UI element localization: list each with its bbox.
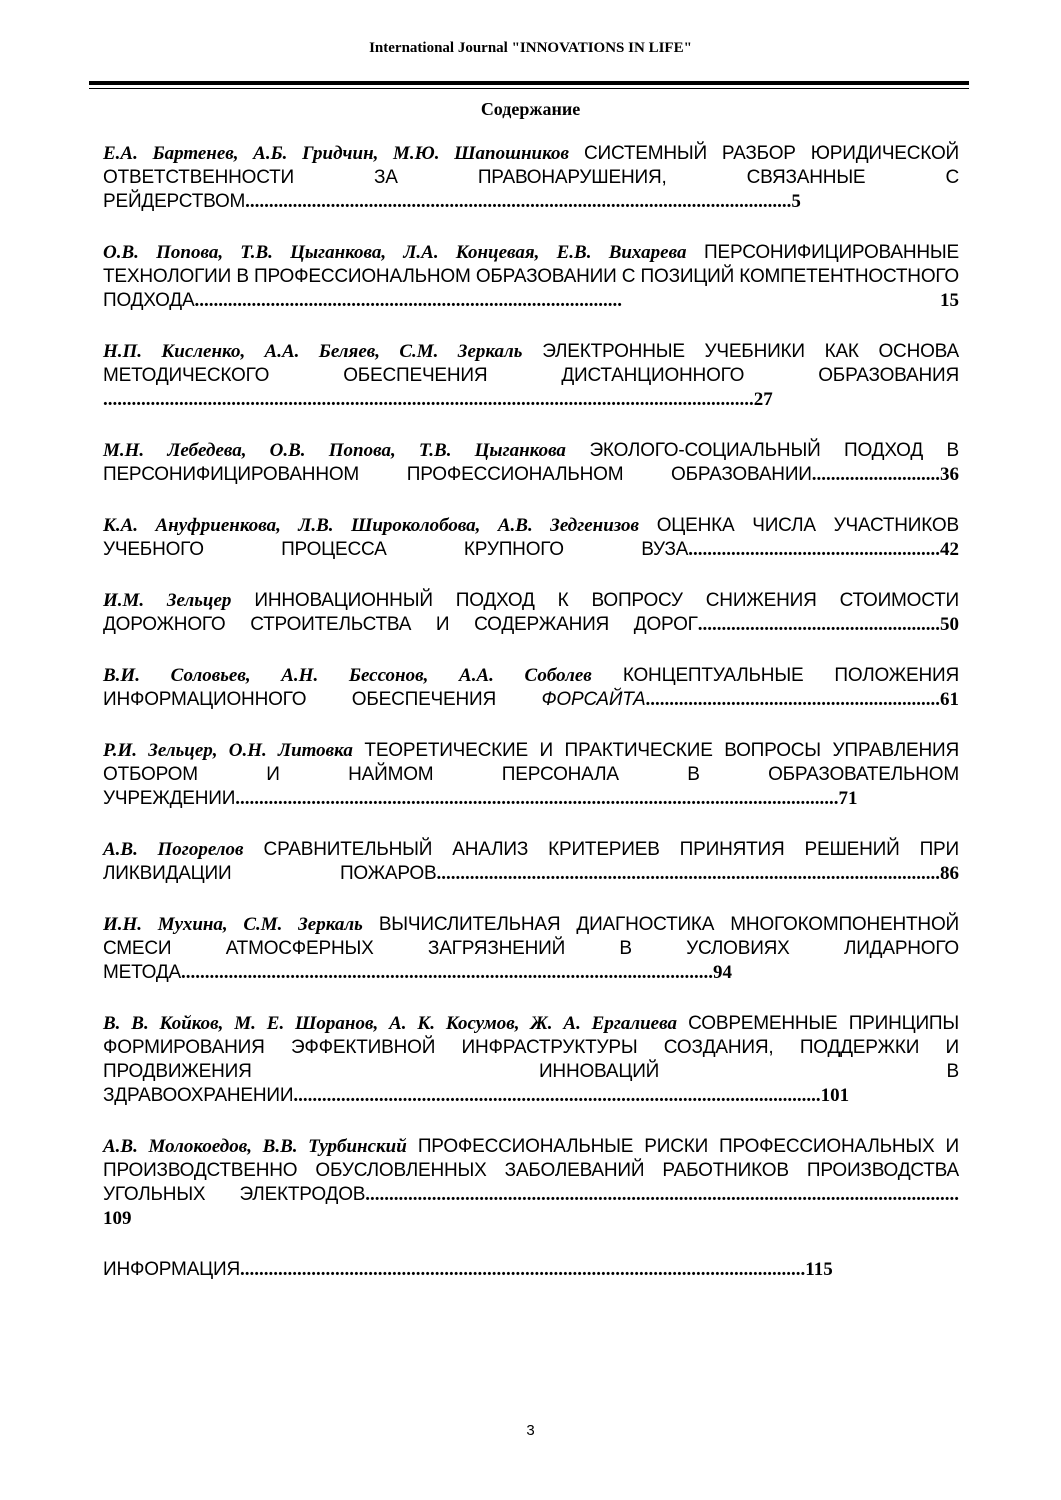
toc-entry xyxy=(103,913,959,985)
entry-title: ПРОФЕССИОНАЛЬНЫЕ РИСКИ ПРОФЕССИОНАЛЬНЫХ И ПРОИЗВОДСТВЕННО ОБУСЛОВЛЕННЫХ ЗАБОЛЕВАНИЙ РАБОТНИКОВ ПРОИЗВОДСТВА УГОЛЬНЫХ ЭЛЕКТРОДОВ xyxy=(103,1136,959,1205)
entry-authors: А.В. Погорелов xyxy=(103,839,244,860)
entry-authors: В. В. Койков, М. Е. Шоранов, А. К. Косумов, Ж. А. Ергалиева xyxy=(103,1013,677,1034)
entry-leader-dots: ....................................................................................................................... xyxy=(240,1259,806,1280)
toc-entry xyxy=(103,664,959,712)
entry-title: ПЕРСОНИФИЦИРОВАННЫЕ ТЕХНОЛОГИИ В ПРОФЕССИОНАЛЬНОМ ОБРАЗОВАНИИ С ПОЗИЦИЙ КОМПЕТЕНТНОСТНОГО ПОДХОДА xyxy=(103,242,959,311)
toc-entry xyxy=(103,1258,959,1282)
entry-title: ВЫЧИСЛИТЕЛЬНАЯ ДИАГНОСТИКА МНОГОКОМПОНЕНТНОЙ СМЕСИ АТМОСФЕРНЫХ ЗАГРЯЗНЕНИЙ В УСЛОВИЯХ ЛИДАРНОГО МЕТОДА xyxy=(103,914,959,983)
toc-entry xyxy=(103,739,959,811)
toc-entry xyxy=(103,439,959,487)
toc-entry xyxy=(103,340,959,412)
header-rule-thick xyxy=(89,81,969,85)
toc-entry xyxy=(103,514,959,562)
entry-page: 109 xyxy=(103,1208,132,1229)
entry-leader-dots: ..................................................... xyxy=(688,539,940,560)
entry-leader-dots: ......................................................................................................................................... xyxy=(103,389,754,410)
entry-page: 27 xyxy=(753,389,773,410)
entry-title-emphasis: ФОРСАЙТА xyxy=(541,689,646,710)
entry-title: СРАВНИТЕЛЬНЫЙ АНАЛИЗ КРИТЕРИЕВ ПРИНЯТИЯ РЕШЕНИЙ ПРИ ЛИКВИДАЦИИ ПОЖАРОВ xyxy=(103,839,959,884)
entry-title: ОЦЕНКА ЧИСЛА УЧАСТНИКОВ УЧЕБНОГО ПРОЦЕССА КРУПНОГО ВУЗА xyxy=(103,515,959,560)
entry-title: ЭЛЕКТРОННЫЕ УЧЕБНИКИ КАК ОСНОВА МЕТОДИЧЕСКОГО ОБЕСПЕЧЕНИЯ ДИСТАНЦИОННОГО ОБРАЗОВАНИЯ xyxy=(103,341,959,386)
entry-authors: К.А. Ануфриенкова, Л.В. Широколобова, А.В. Зедгенизов xyxy=(103,515,639,536)
entry-leader-dots: .............................................................. xyxy=(645,689,940,710)
entry-title: СИСТЕМНЫЙ РАЗБОР ЮРИДИЧЕСКОЙ ОТВЕТСТВЕННОСТИ ЗА ПРАВОНАРУШЕНИЯ, СВЯЗАННЫЕ С РЕЙДЕРСТВОМ xyxy=(103,143,959,212)
entry-page: 5 xyxy=(791,191,801,212)
toc-entry xyxy=(103,241,959,313)
toc-entry xyxy=(103,1012,959,1108)
entry-page: 61 xyxy=(940,689,959,710)
entry-page: 36 xyxy=(940,464,959,485)
entry-title: ТЕОРЕТИЧЕСКИЕ И ПРАКТИЧЕСКИЕ ВОПРОСЫ УПРАВЛЕНИЯ ОТБОРОМ И НАЙМОМ ПЕРСОНАЛА В ОБРАЗОВАТЕЛЬНОМ УЧРЕЖДЕНИИ xyxy=(103,740,959,809)
toc-entry xyxy=(103,1135,959,1231)
entry-title: ЭКОЛОГО-СОЦИАЛЬНЫЙ ПОДХОД В ПЕРСОНИФИЦИРОВАННОМ ПРОФЕССИОНАЛЬНОМ ОБРАЗОВАНИИ xyxy=(103,440,959,485)
toc-entry xyxy=(103,838,959,886)
toc-entry xyxy=(103,142,959,214)
entry-page: 50 xyxy=(940,614,959,635)
entry-authors: Н.П. Кисленко, А.А. Беляев, С.М. Зеркаль xyxy=(103,341,523,362)
entry-leader-dots: ................................................................................................................... xyxy=(245,191,792,212)
toc-list xyxy=(103,142,959,1309)
entry-leader-dots: ............................................................................................................................. xyxy=(365,1184,959,1205)
entry-title: ИННОВАЦИОННЫЙ ПОДХОД К ВОПРОСУ СНИЖЕНИЯ СТОИМОСТИ ДОРОЖНОГО СТРОИТЕЛЬСТВА И СОДЕРЖАНИЯ ДОРОГ xyxy=(103,590,960,635)
entry-page: 101 xyxy=(820,1085,850,1106)
journal-header: International Journal "INNOVATIONS IN LIFE" xyxy=(369,40,692,56)
toc-entry xyxy=(103,589,959,637)
entry-leader-dots: ............................................................................................................................... xyxy=(235,788,839,809)
entry-leader-dots: .......................................................................................... xyxy=(194,290,622,311)
header-rule-thin xyxy=(89,88,969,89)
entry-leader-dots: .......................................................................................................... xyxy=(436,863,940,884)
entry-page: 71 xyxy=(838,788,858,809)
entry-page: 15 xyxy=(940,290,959,311)
entry-authors: О.В. Попова, Т.В. Цыганкова, Л.А. Концевая, Е.В. Вихарева xyxy=(103,242,687,263)
entry-leader-dots: ................................................................................................................ xyxy=(180,962,713,983)
entry-authors: Р.И. Зельцер, О.Н. Литовка xyxy=(103,740,353,761)
entry-page: 42 xyxy=(940,539,959,560)
entry-title: СОВРЕМЕННЫЕ ПРИНЦИПЫ ФОРМИРОВАНИЯ ЭФФЕКТИВНОЙ ИНФРАСТРУКТУРЫ СОЗДАНИЯ, ПОДДЕРЖКИ И ПРОДВИЖЕНИЯ ИННОВАЦИЙ В ЗДРАВООХРАНЕНИИ xyxy=(103,1013,959,1106)
entry-authors: М.Н. Лебедева, О.В. Попова, Т.В. Цыганкова xyxy=(103,440,566,461)
toc-title: Содержание xyxy=(480,99,581,119)
entry-authors: В.И. Соловьев, А.Н. Бессонов, А.А. Соболев xyxy=(103,665,592,686)
entry-title: КОНЦЕПТУАЛЬНЫЕ ПОЛОЖЕНИЯ ИНФОРМАЦИОННОГО ОБЕСПЕЧЕНИЯ xyxy=(103,665,959,710)
entry-authors: А.В. Молокоедов, В.В. Турбинский xyxy=(103,1136,407,1157)
entry-title: ИНФОРМАЦИЯ xyxy=(103,1259,240,1280)
entry-authors: Е.А. Бартенев, А.Б. Гридчин, М.Ю. Шапошников xyxy=(103,143,569,164)
entry-authors: И.М. Зельцер xyxy=(103,590,232,611)
entry-page: 94 xyxy=(712,962,732,983)
page-number: 3 xyxy=(526,1422,535,1439)
entry-leader-dots: ............................................................................................................... xyxy=(293,1085,821,1106)
entry-leader-dots: ........................... xyxy=(811,464,940,485)
entry-page: 115 xyxy=(805,1259,833,1280)
entry-page: 86 xyxy=(940,863,959,884)
entry-authors: И.Н. Мухина, С.М. Зеркаль xyxy=(103,914,363,935)
entry-leader-dots: ................................................... xyxy=(697,614,940,635)
